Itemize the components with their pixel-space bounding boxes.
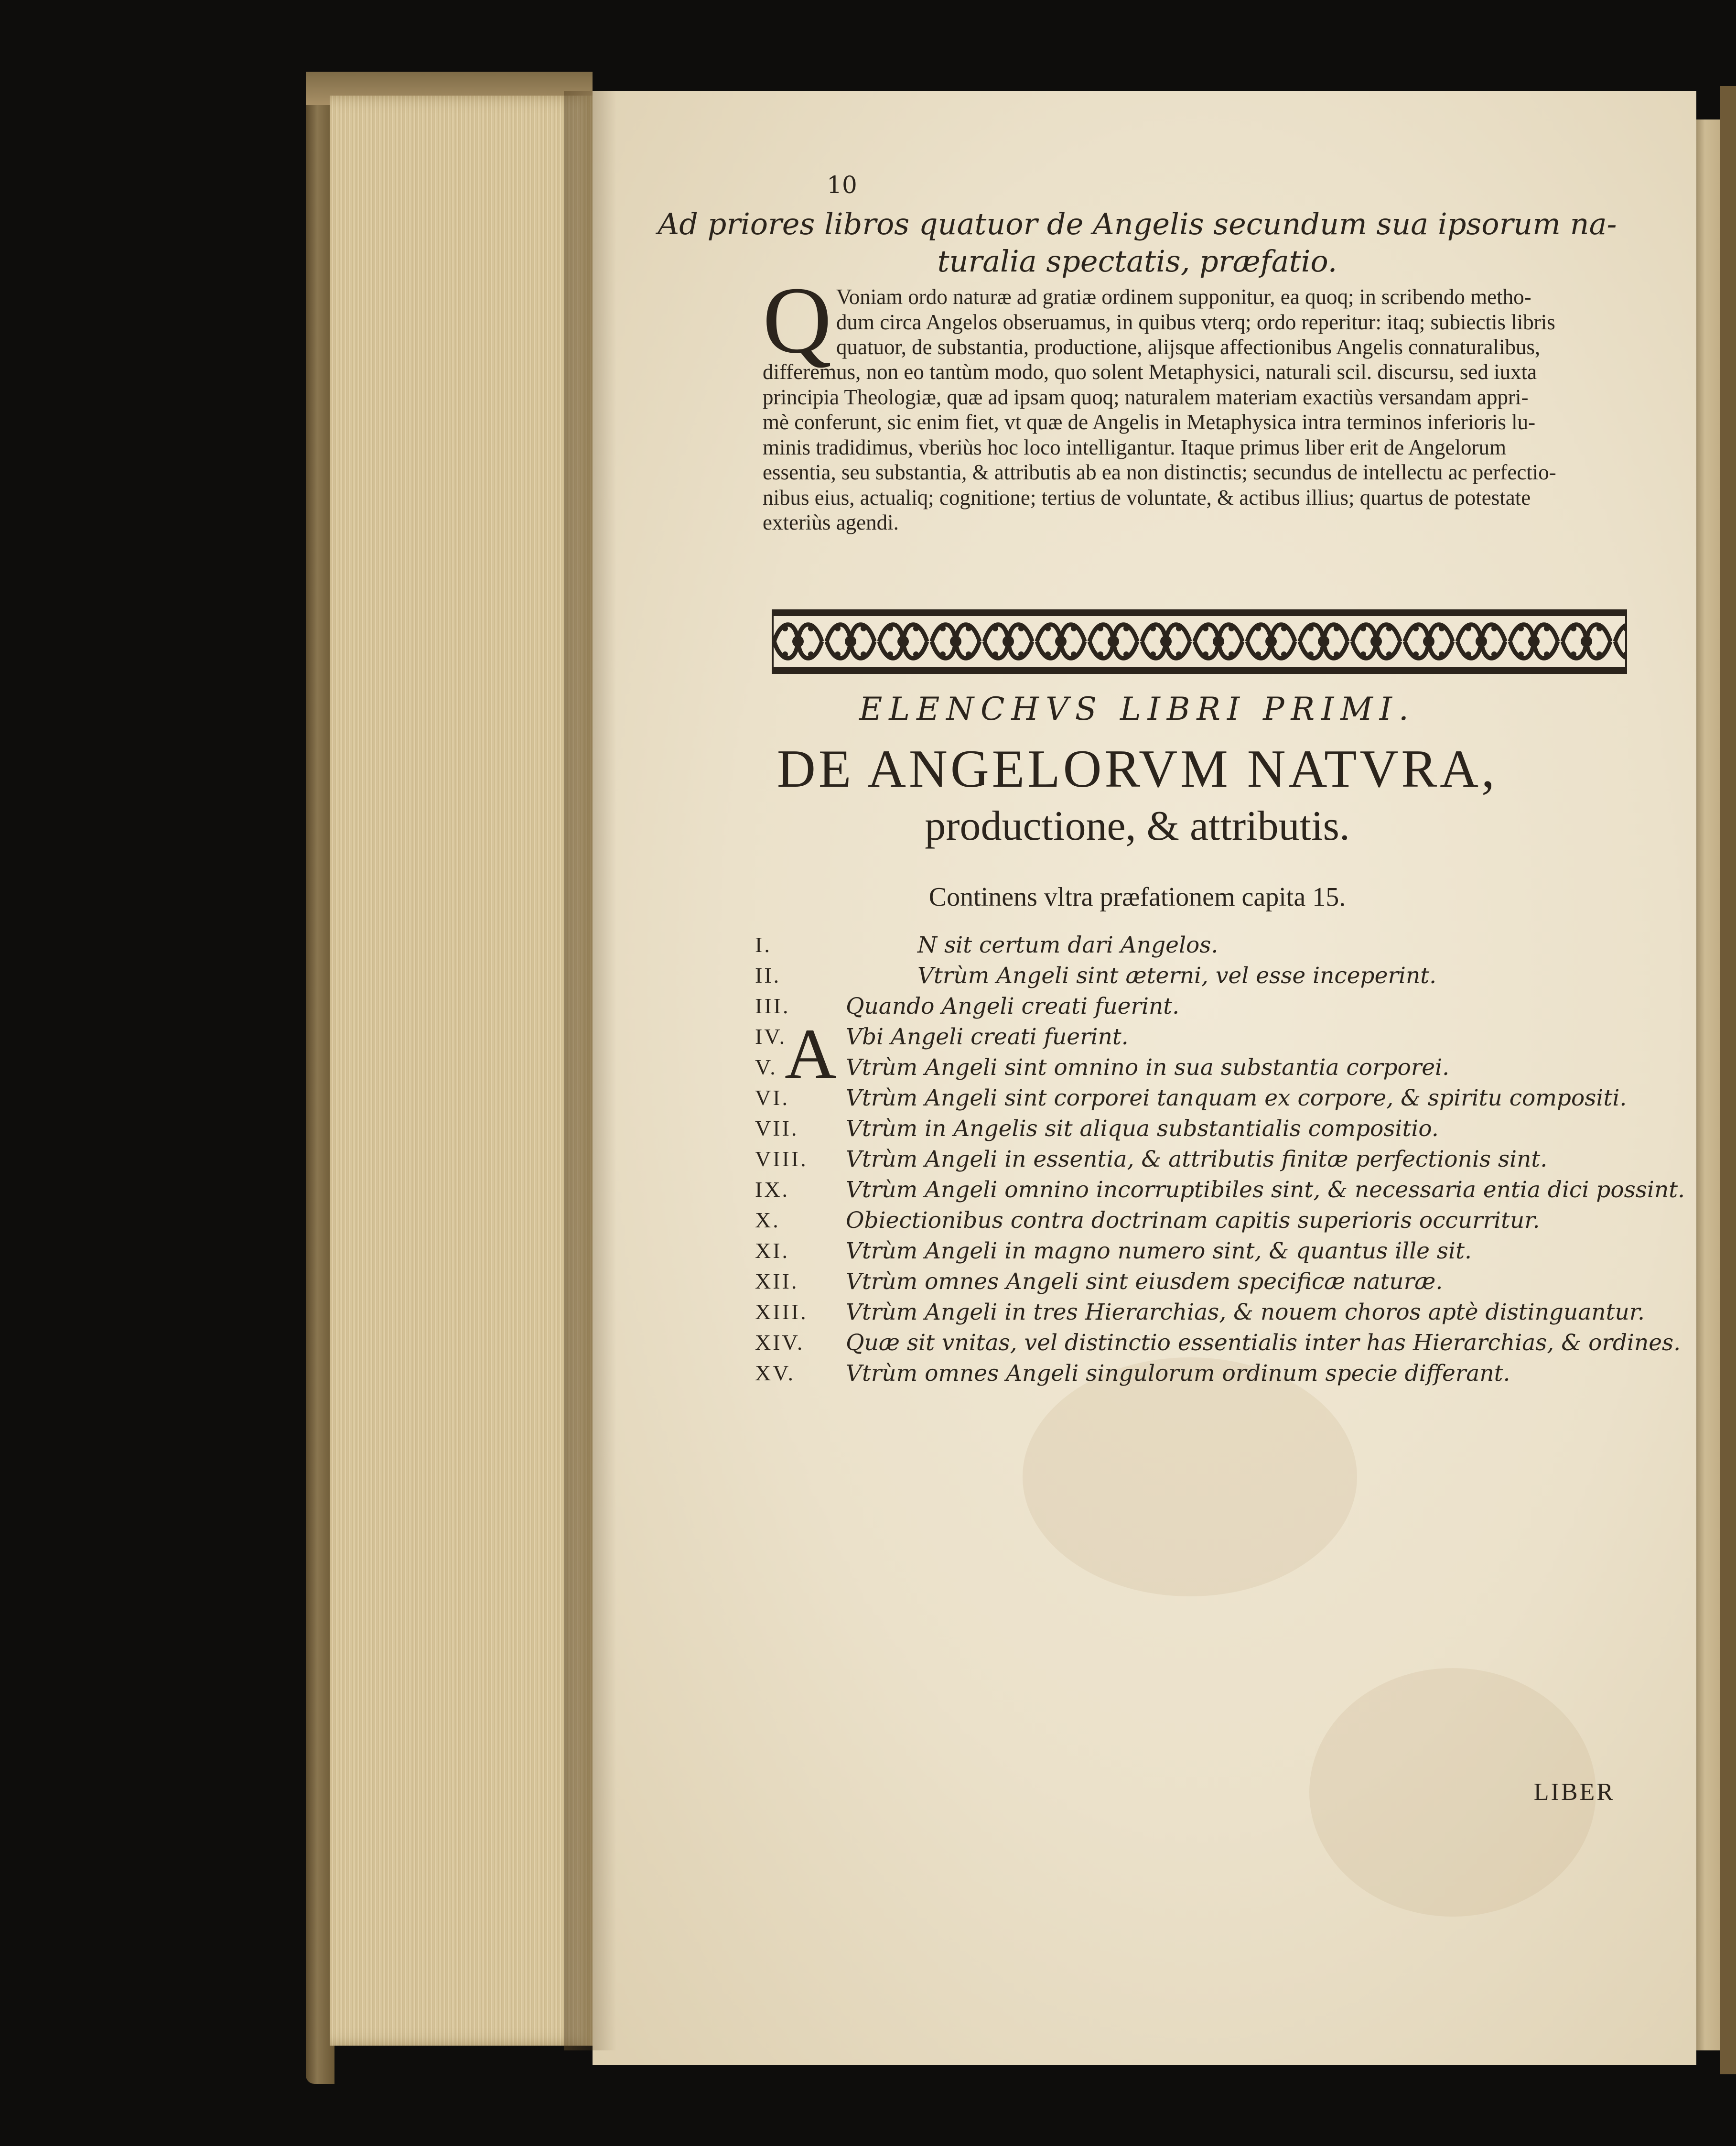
chapter-title: Vtrùm Angeli sint æterni, vel esse inceperint. — [917, 963, 1437, 989]
chapter-title: Vtrùm Angeli sint omnino in sua substantia corporei. — [846, 1054, 1450, 1081]
chapter-title: Vtrùm omnes Angeli singulorum ordinum specie differant. — [846, 1360, 1510, 1387]
chapter-title: Vtrùm Angeli in essentia, & attributis finitæ perfectionis sint. — [846, 1146, 1548, 1172]
chapter-row — [755, 932, 1663, 964]
chapter-title: Vtrùm Angeli omnino incorruptibiles sint, & necessaria entia dici possint. — [846, 1177, 1685, 1203]
preface-line: differemus, non eo tantùm modo, quo solent Metaphysici, naturali scil. discursu, sed iuxta — [763, 360, 1537, 384]
chapter-row — [755, 1207, 1663, 1239]
elenchus-title: ELENCHVS LIBRI PRIMI. — [859, 691, 1415, 727]
facing-cover — [1720, 86, 1736, 2074]
chapter-numeral: XIV. — [755, 1330, 805, 1355]
chapter-row — [755, 1299, 1663, 1331]
paper-stain — [1023, 1357, 1357, 1596]
preface-line: quatuor, de substantia, productione, alijsque affectionibus Angelis connaturalibus, — [836, 335, 1541, 359]
chapter-count-note: Continens vltra præfationem capita 15. — [928, 882, 1346, 912]
chapter-numeral: III. — [755, 994, 790, 1018]
chapter-row — [755, 1024, 1663, 1055]
preface-line: nibus eius, actualiq; cognitione; tertius de voluntate, & actibus illius; quartus de potestate — [763, 485, 1531, 509]
chapter-row — [755, 1116, 1663, 1147]
chapter-title: Obiectionibus contra doctrinam capitis superioris occurritur. — [846, 1207, 1540, 1234]
chapter-title: Vtrùm omnes Angeli sint eiusdem specificæ naturæ. — [846, 1268, 1443, 1295]
chapter-title: Vtrùm in Angelis sit aliqua substantialis compositio. — [846, 1116, 1439, 1142]
preface-text-indented — [836, 284, 1634, 360]
page-number: 10 — [827, 171, 857, 199]
preface-text — [763, 359, 1634, 535]
preface-line: minis tradidimus, vberiùs hoc loco intelligantur. Itaque primus liber erit de Angelorum — [763, 435, 1506, 459]
chapter-title: Vtrùm Angeli in magno numero sint, & quantus ille sit. — [846, 1238, 1472, 1264]
catchword: LIBER — [1533, 1778, 1615, 1806]
chapter-numeral: I. — [755, 932, 772, 957]
chapter-title: Quæ sit vnitas, vel distinctio essentialis inter has Hierarchias, & ordines. — [846, 1330, 1681, 1356]
chapter-row — [755, 993, 1663, 1025]
chapter-numeral: XII. — [755, 1269, 799, 1293]
chapter-row — [755, 1268, 1663, 1300]
chapter-row — [755, 1238, 1663, 1269]
chapter-title: Quando Angeli creati fuerint. — [846, 993, 1180, 1019]
chapter-dropcap: A — [785, 1014, 837, 1094]
preface-line: Voniam ordo naturæ ad gratiæ ordinem supponitur, ea quoq; in scribendo metho- — [836, 285, 1531, 309]
chapter-title: N sit certum dari Angelos. — [917, 932, 1218, 958]
chapter-numeral: II. — [755, 963, 781, 987]
book-subtitle: productione, & attributis. — [925, 803, 1350, 849]
preface-line: dum circa Angelos obseruamus, in quibus vterq; ordo reperitur: itaq; subiectis libris — [836, 310, 1555, 334]
book-page — [593, 91, 1696, 2065]
chapter-numeral: XI. — [755, 1238, 790, 1263]
chapter-numeral: XIII. — [755, 1300, 808, 1324]
gutter-shadow — [564, 91, 616, 2050]
book-main-title: DE ANGELORVM NATVRA, — [777, 739, 1498, 799]
chapter-title: Vbi Angeli creati fuerint. — [846, 1024, 1129, 1050]
chapter-row — [755, 1054, 1663, 1086]
chapter-numeral: VII. — [755, 1116, 799, 1140]
chapter-title: Vtrùm Angeli sint corporei tanquam ex corpore, & spiritu compositi. — [846, 1085, 1627, 1111]
chapter-numeral: X. — [755, 1208, 780, 1232]
chapter-numeral: IX. — [755, 1177, 790, 1202]
ornamental-band — [772, 609, 1627, 674]
chapter-title: Vtrùm Angeli in tres Hierarchias, & nouem choros aptè distinguantur. — [846, 1299, 1645, 1325]
chapter-numeral: V. — [755, 1055, 777, 1079]
preface-heading-line: turalia spectatis, præfatio. — [937, 244, 1337, 279]
chapter-row — [755, 1085, 1663, 1116]
preface-line: mè conferunt, sic enim fiet, vt quæ de Angelis in Metaphysica intra terminos inferioris lu- — [763, 410, 1536, 434]
chapter-row — [755, 1146, 1663, 1178]
preface-heading-line: Ad priores libros quatuor de Angelis secundum sua ipsorum na- — [658, 206, 1617, 241]
preface-dropcap: Q — [763, 268, 832, 373]
chapter-row — [755, 963, 1663, 994]
chapter-row — [755, 1177, 1685, 1208]
chapter-numeral: XV. — [755, 1361, 796, 1385]
page-block-edges — [330, 96, 593, 2046]
chapter-row — [755, 1360, 1663, 1392]
chapter-row — [755, 1330, 1681, 1361]
chapter-numeral: IV. — [755, 1024, 787, 1049]
chapter-numeral: VI. — [755, 1085, 790, 1110]
preface-line: exteriùs agendi. — [763, 510, 899, 534]
chapter-numeral: VIII. — [755, 1147, 808, 1171]
preface-line: principia Theologiæ, quæ ad ipsam quoq; naturalem materiam exactiùs versandam appri- — [763, 385, 1529, 409]
preface-line: essentia, seu substantia, & attributis ab ea non distinctis; secundus de intellectu ac perfectio- — [763, 460, 1556, 484]
